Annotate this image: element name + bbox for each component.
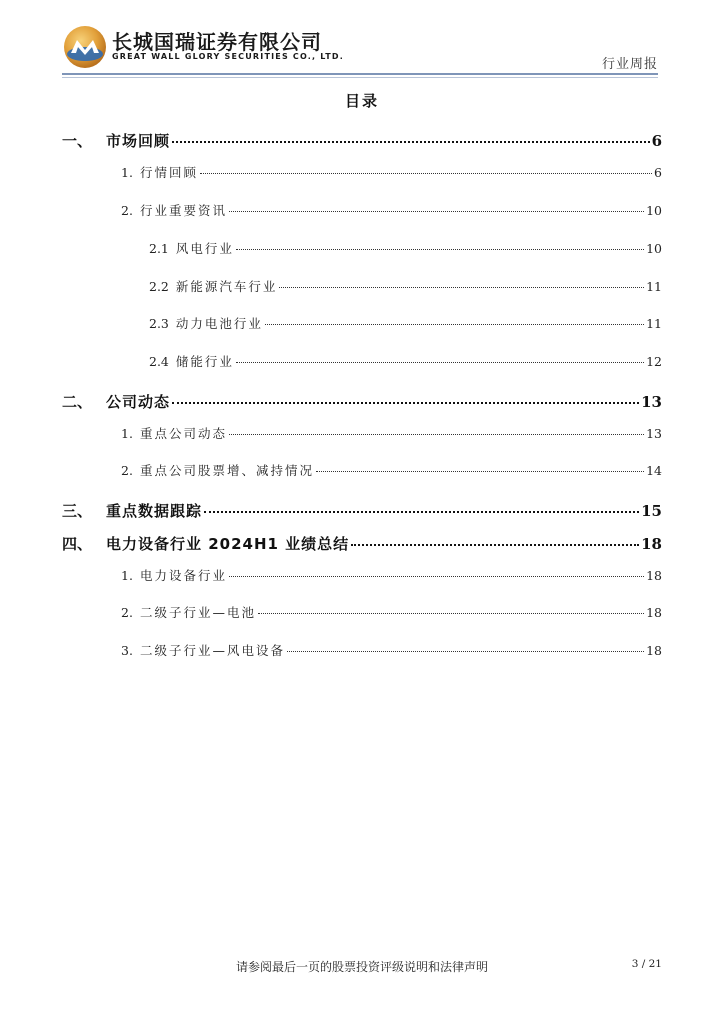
toc-entry-label: 新能源汽车行业	[175, 279, 278, 294]
toc-entry-page: 10	[646, 241, 662, 256]
company-name-cn: 长城国瑞证券有限公司	[112, 30, 322, 54]
toc-entry[interactable]	[149, 277, 662, 295]
toc-entry-page: 10	[646, 203, 662, 218]
toc-entry-label: 市场回顾	[106, 132, 171, 150]
toc-leader-dots	[236, 249, 644, 250]
toc-entry[interactable]	[149, 352, 662, 370]
toc-entry-page: 14	[646, 463, 662, 478]
toc-entry-label: 电力设备行业 2024H1 业绩总结	[106, 535, 350, 553]
toc-entry-label: 公司动态	[106, 393, 171, 411]
gwgs-logo-icon	[62, 24, 108, 70]
toc-entry-number: 3.	[121, 643, 133, 658]
toc-entry-number: 三、	[62, 502, 93, 520]
toc-entry[interactable]	[121, 566, 662, 584]
toc-entry-number: 1.	[121, 568, 133, 583]
toc-entry[interactable]	[149, 239, 662, 257]
toc-entry[interactable]	[121, 201, 662, 219]
toc-leader-dots	[204, 511, 639, 513]
toc-entry-label: 重点公司股票增、减持情况	[139, 463, 314, 478]
toc-entry-page: 6	[651, 132, 662, 150]
toc-leader-dots	[351, 544, 639, 546]
page-number: 3 / 21	[631, 958, 662, 970]
toc-entry-page: 11	[646, 316, 662, 331]
toc-entry-page: 18	[646, 643, 662, 658]
toc-entry[interactable]	[121, 424, 662, 442]
toc-entry-page: 18	[646, 605, 662, 620]
toc-entry[interactable]	[121, 461, 662, 479]
header-rule-thin	[62, 77, 658, 78]
toc-entry-label: 行情回顾	[139, 165, 198, 180]
toc-entry-page: 12	[646, 354, 662, 369]
toc-entry-page: 18	[641, 535, 662, 553]
toc-entry[interactable]	[149, 314, 662, 332]
toc-entry[interactable]	[62, 130, 662, 151]
report-type-label: 行业周报	[601, 57, 658, 72]
toc-entry-label: 储能行业	[175, 354, 234, 369]
toc-entry-page: 6	[654, 165, 662, 180]
toc-entry-label: 重点数据跟踪	[106, 502, 203, 520]
toc-entry-label: 电力设备行业	[139, 568, 227, 583]
toc-entry-label: 动力电池行业	[175, 316, 263, 331]
toc-leader-dots	[229, 576, 644, 577]
toc-entry-label: 风电行业	[175, 241, 234, 256]
toc-leader-dots	[200, 173, 652, 174]
toc-entry-number: 2.3	[149, 316, 169, 331]
toc-entry-number: 二、	[62, 393, 93, 411]
toc-leader-dots	[279, 287, 644, 288]
toc-entry-number: 1.	[121, 426, 133, 441]
toc-entry[interactable]	[121, 641, 662, 659]
toc-entry-number: 2.	[121, 203, 133, 218]
toc-entry-number: 一、	[62, 132, 93, 150]
toc-entry-number: 2.	[121, 605, 133, 620]
toc-leader-dots	[287, 651, 644, 652]
toc-leader-dots	[265, 324, 644, 325]
toc-leader-dots	[172, 141, 650, 143]
page-header	[0, 0, 724, 80]
toc-entry-page: 13	[641, 393, 662, 411]
toc-leader-dots	[229, 211, 644, 212]
toc-entry[interactable]	[62, 533, 662, 554]
toc-entry[interactable]	[121, 163, 662, 181]
toc-entry-page: 15	[641, 502, 662, 520]
header-rule	[62, 73, 658, 75]
toc-entry-page: 13	[646, 426, 662, 441]
company-name-en: GREAT WALL GLORY SECURITIES CO., LTD.	[112, 52, 344, 61]
toc-entry-label: 二级子行业—电池	[139, 605, 256, 620]
toc-entry-number: 2.2	[149, 279, 169, 294]
toc-entry-page: 11	[646, 279, 662, 294]
toc-leader-dots	[172, 402, 639, 404]
toc-leader-dots	[236, 362, 644, 363]
toc-entry[interactable]	[62, 391, 662, 412]
toc-leader-dots	[316, 471, 644, 472]
toc-entry-label: 重点公司动态	[139, 426, 227, 441]
toc-entry-page: 18	[646, 568, 662, 583]
toc-entry[interactable]	[121, 603, 662, 621]
toc-leader-dots	[229, 434, 644, 435]
toc-entry-number: 2.	[121, 463, 133, 478]
toc-title: 目录	[344, 92, 379, 110]
toc-entry-number: 2.4	[149, 354, 169, 369]
toc-entry-number: 2.1	[149, 241, 169, 256]
toc-leader-dots	[258, 613, 644, 614]
toc-entry-label: 二级子行业—风电设备	[139, 643, 285, 658]
toc-entry-number: 四、	[62, 535, 93, 553]
toc-entry-label: 行业重要资讯	[139, 203, 227, 218]
toc-entry[interactable]	[62, 500, 662, 521]
footer-disclaimer: 请参阅最后一页的股票投资评级说明和法律声明	[235, 960, 488, 974]
toc-entry-number: 1.	[121, 165, 133, 180]
